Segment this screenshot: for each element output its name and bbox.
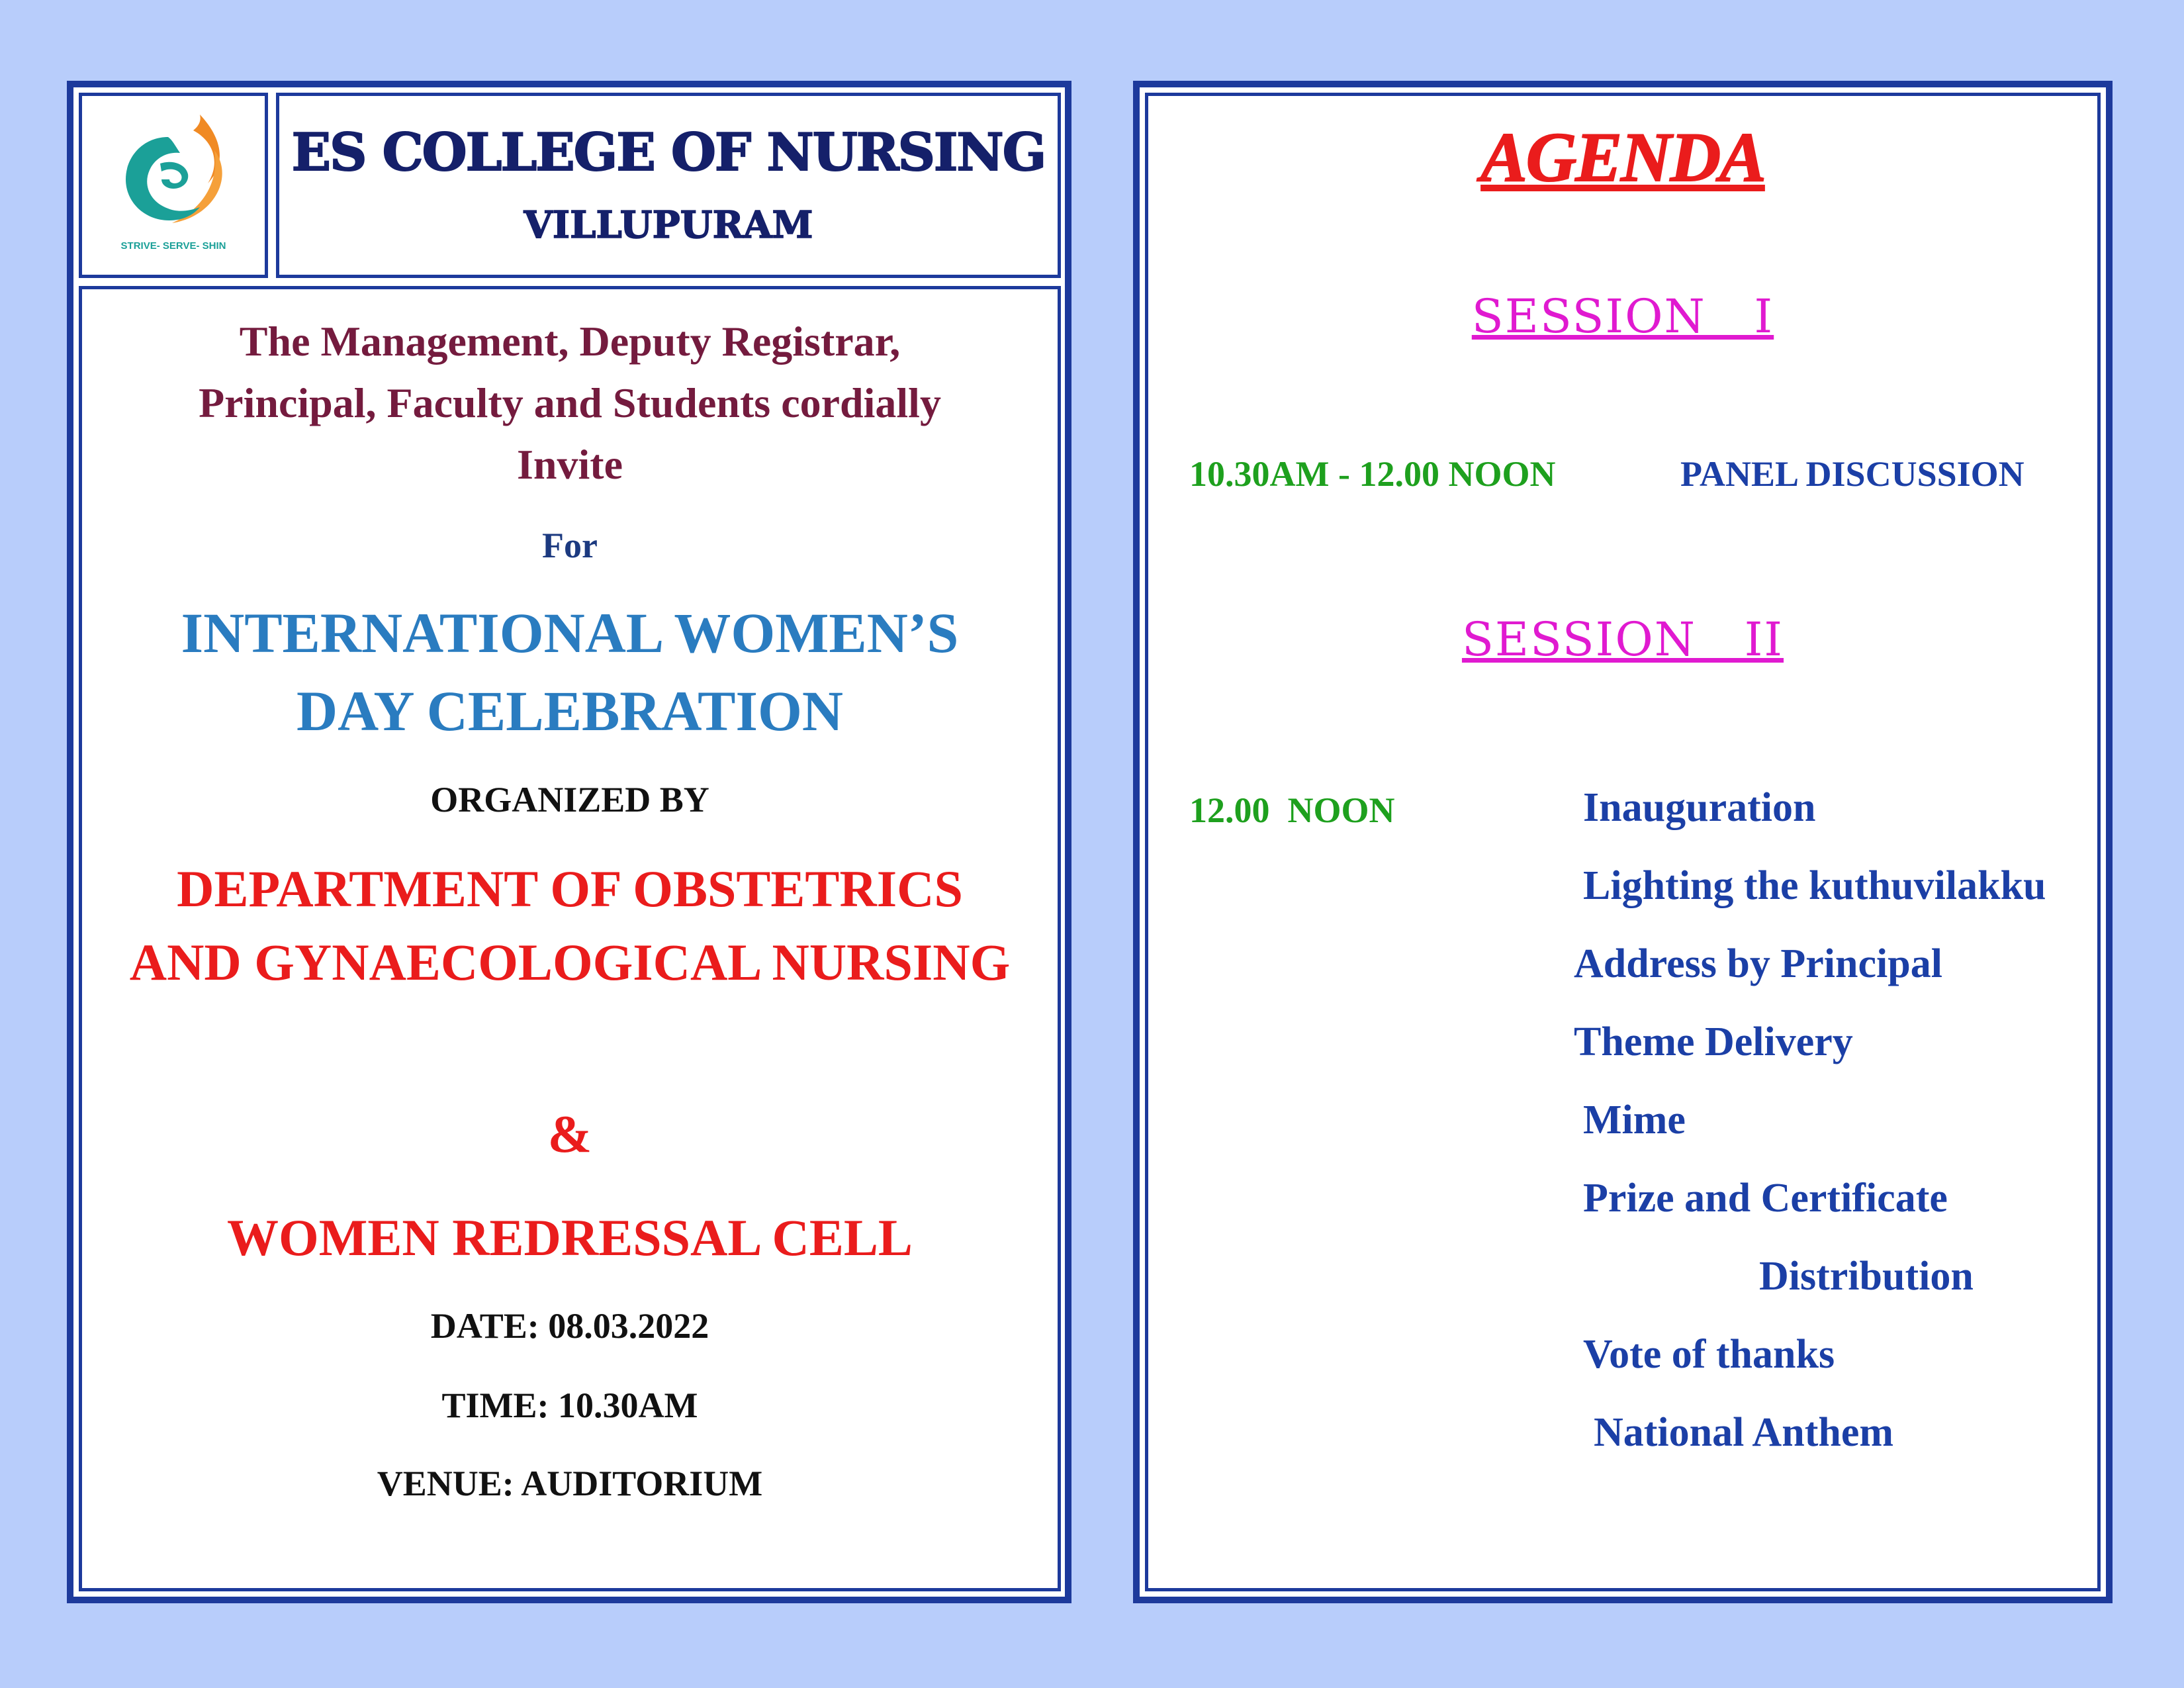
event-title: INTERNATIONAL WOMEN’S DAY CELEBRATION — [181, 601, 959, 743]
cell-name: WOMEN REDRESSAL CELL — [227, 1209, 913, 1266]
agenda-item: Vote of thanks — [1583, 1332, 1835, 1377]
title-box — [276, 93, 1061, 278]
agenda-item: Prize and Certificate — [1583, 1176, 1948, 1221]
session-2-heading: SESSION II — [1461, 612, 1784, 667]
event-venue: VENUE: AUDITORIUM — [377, 1464, 763, 1503]
agenda-panel — [1133, 81, 2113, 1603]
college-location: VILLUPURAM — [523, 203, 813, 247]
agenda-item: Address by Principal — [1574, 941, 1942, 986]
agenda-item: Lighting the kuthuvilakku — [1583, 863, 2046, 908]
for-label: For — [542, 526, 598, 565]
college-logo — [109, 111, 245, 240]
logo-box — [79, 93, 268, 278]
logo-tagline: STRIVE- SERVE- SHIN — [120, 240, 226, 252]
agenda-item: National Anthem — [1594, 1410, 1893, 1455]
event-time: TIME: 10.30AM — [441, 1385, 698, 1425]
agenda-item: Inauguration — [1583, 785, 1816, 830]
session-1-activity: PANEL DISCUSSION — [1680, 454, 2025, 494]
college-name: ES COLLEGE OF NURSING — [291, 122, 1046, 183]
invitation-intro: The Management, Deputy Registrar, Principal, Faculty and Students cordially Invite — [199, 318, 941, 488]
department-name: DEPARTMENT OF OBSTETRICS AND GYNAECOLOGICAL NURSING — [129, 860, 1011, 991]
agenda-title: AGENDA — [1480, 118, 1765, 196]
session-1-time: 10.30AM - 12.00 NOON — [1189, 454, 1556, 494]
session-1-heading: SESSION I — [1471, 289, 1774, 344]
agenda-item: Distribution — [1759, 1254, 1974, 1299]
invitation-body — [79, 286, 1061, 1591]
agenda-item: Mime — [1583, 1098, 1686, 1143]
agenda-box — [1145, 93, 2101, 1591]
organized-by-label: ORGANIZED BY — [430, 780, 709, 820]
event-date: DATE: 08.03.2022 — [430, 1306, 709, 1346]
agenda-item: Theme Delivery — [1574, 1019, 1853, 1064]
ampersand: & — [547, 1105, 592, 1164]
session-2-time: 12.00 NOON — [1189, 790, 1395, 830]
invitation-panel — [67, 81, 1071, 1603]
